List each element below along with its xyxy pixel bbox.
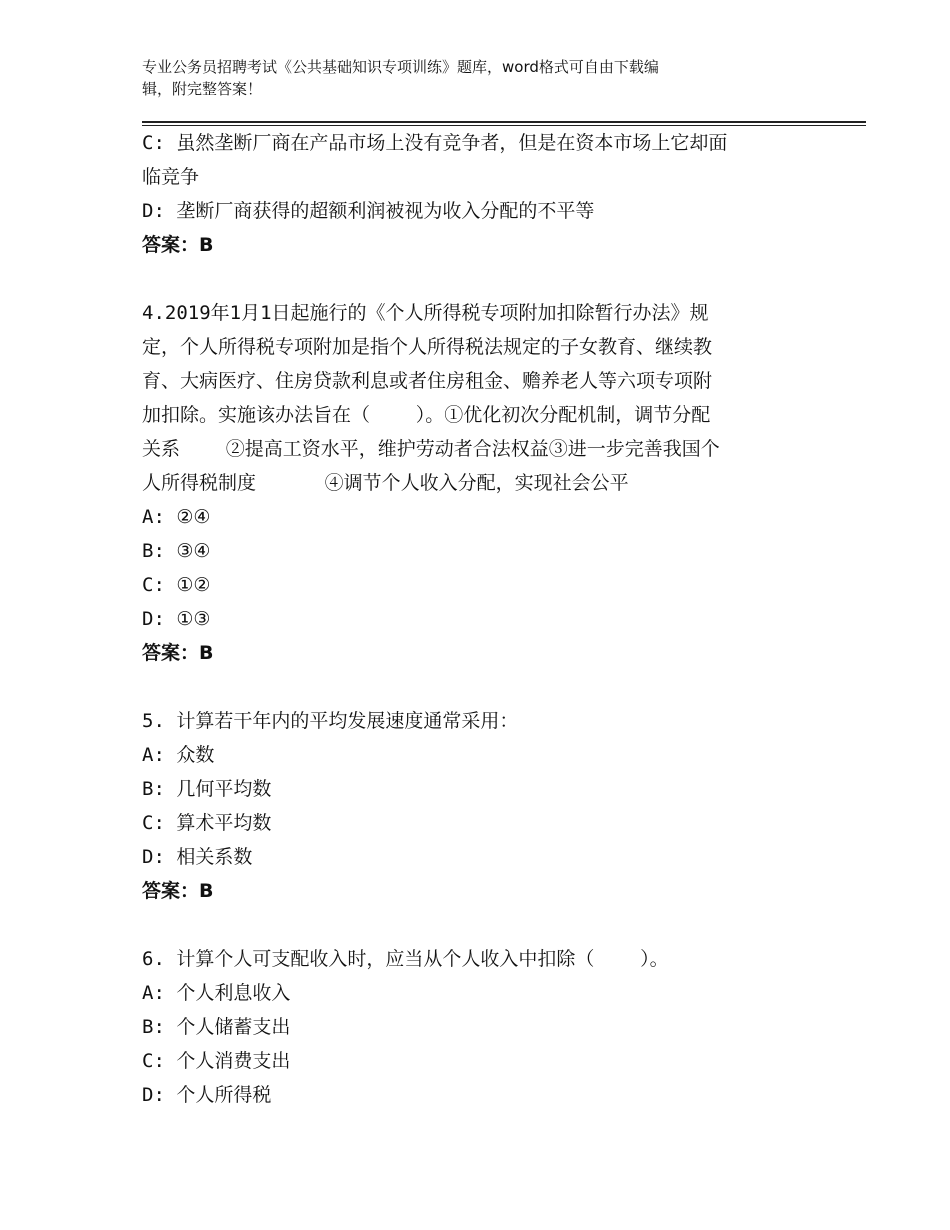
question-4 xyxy=(142,296,822,670)
spacer xyxy=(142,908,822,942)
option-a: A: 个人利息收入 xyxy=(142,982,291,1004)
header-line-1: 专业公务员招聘考试《公共基础知识专项训练》题库，word格式可自由下载编 xyxy=(142,58,659,76)
page-header xyxy=(142,56,802,100)
spacer xyxy=(142,670,822,704)
question-stem-line: 育、大病医疗、住房贷款利息或者住房租金、赡养老人等六项专项附 xyxy=(142,370,713,392)
option-c: C: ①② xyxy=(142,574,211,596)
option-a: A: ②④ xyxy=(142,506,211,528)
option-d: D: 个人所得税 xyxy=(142,1084,272,1106)
spacer xyxy=(142,262,822,296)
option-c: C: 算术平均数 xyxy=(142,812,272,834)
question-stem-line: 关系 ②提高工资水平，维护劳动者合法权益③进一步完善我国个 xyxy=(142,438,720,460)
question-stem-line: 4.2019年1月1日起施行的《个人所得税专项附加扣除暂行办法》规 xyxy=(142,302,709,324)
question-3 xyxy=(142,126,822,262)
question-stem: 6. 计算个人可支配收入时，应当从个人收入中扣除（ ）。 xyxy=(142,948,669,970)
option-b: B: ③④ xyxy=(142,540,211,562)
option-d: D: ①③ xyxy=(142,608,211,630)
option-d: D: 垄断厂商获得的超额利润被视为收入分配的不平等 xyxy=(142,200,595,222)
question-stem-line: 人所得税制度 ④调节个人收入分配，实现社会公平 xyxy=(142,472,629,494)
answer-label: 答案：B xyxy=(142,880,214,902)
question-content xyxy=(142,126,822,1112)
question-stem: 5. 计算若干年内的平均发展速度通常采用： xyxy=(142,710,519,732)
option-c-line-2: 临竞争 xyxy=(142,166,200,188)
question-5 xyxy=(142,704,822,908)
option-c: C: 个人消费支出 xyxy=(142,1050,291,1072)
answer-label: 答案：B xyxy=(142,234,214,256)
header-rule-thick xyxy=(142,121,866,123)
option-c-line-1: C: 虽然垄断厂商在产品市场上没有竞争者，但是在资本市场上它却面 xyxy=(142,132,728,154)
option-b: B: 个人储蓄支出 xyxy=(142,1016,291,1038)
answer-label: 答案：B xyxy=(142,642,214,664)
option-b: B: 几何平均数 xyxy=(142,778,272,800)
header-line-2: 辑，附完整答案！ xyxy=(142,80,263,98)
question-stem-line: 定，个人所得税专项附加是指个人所得税法规定的子女教育、继续教 xyxy=(142,336,713,358)
question-stem-line: 加扣除。实施该办法旨在（ ）。①优化初次分配机制，调节分配 xyxy=(142,404,711,426)
question-6 xyxy=(142,942,822,1112)
option-a: A: 众数 xyxy=(142,744,215,766)
option-d: D: 相关系数 xyxy=(142,846,253,868)
